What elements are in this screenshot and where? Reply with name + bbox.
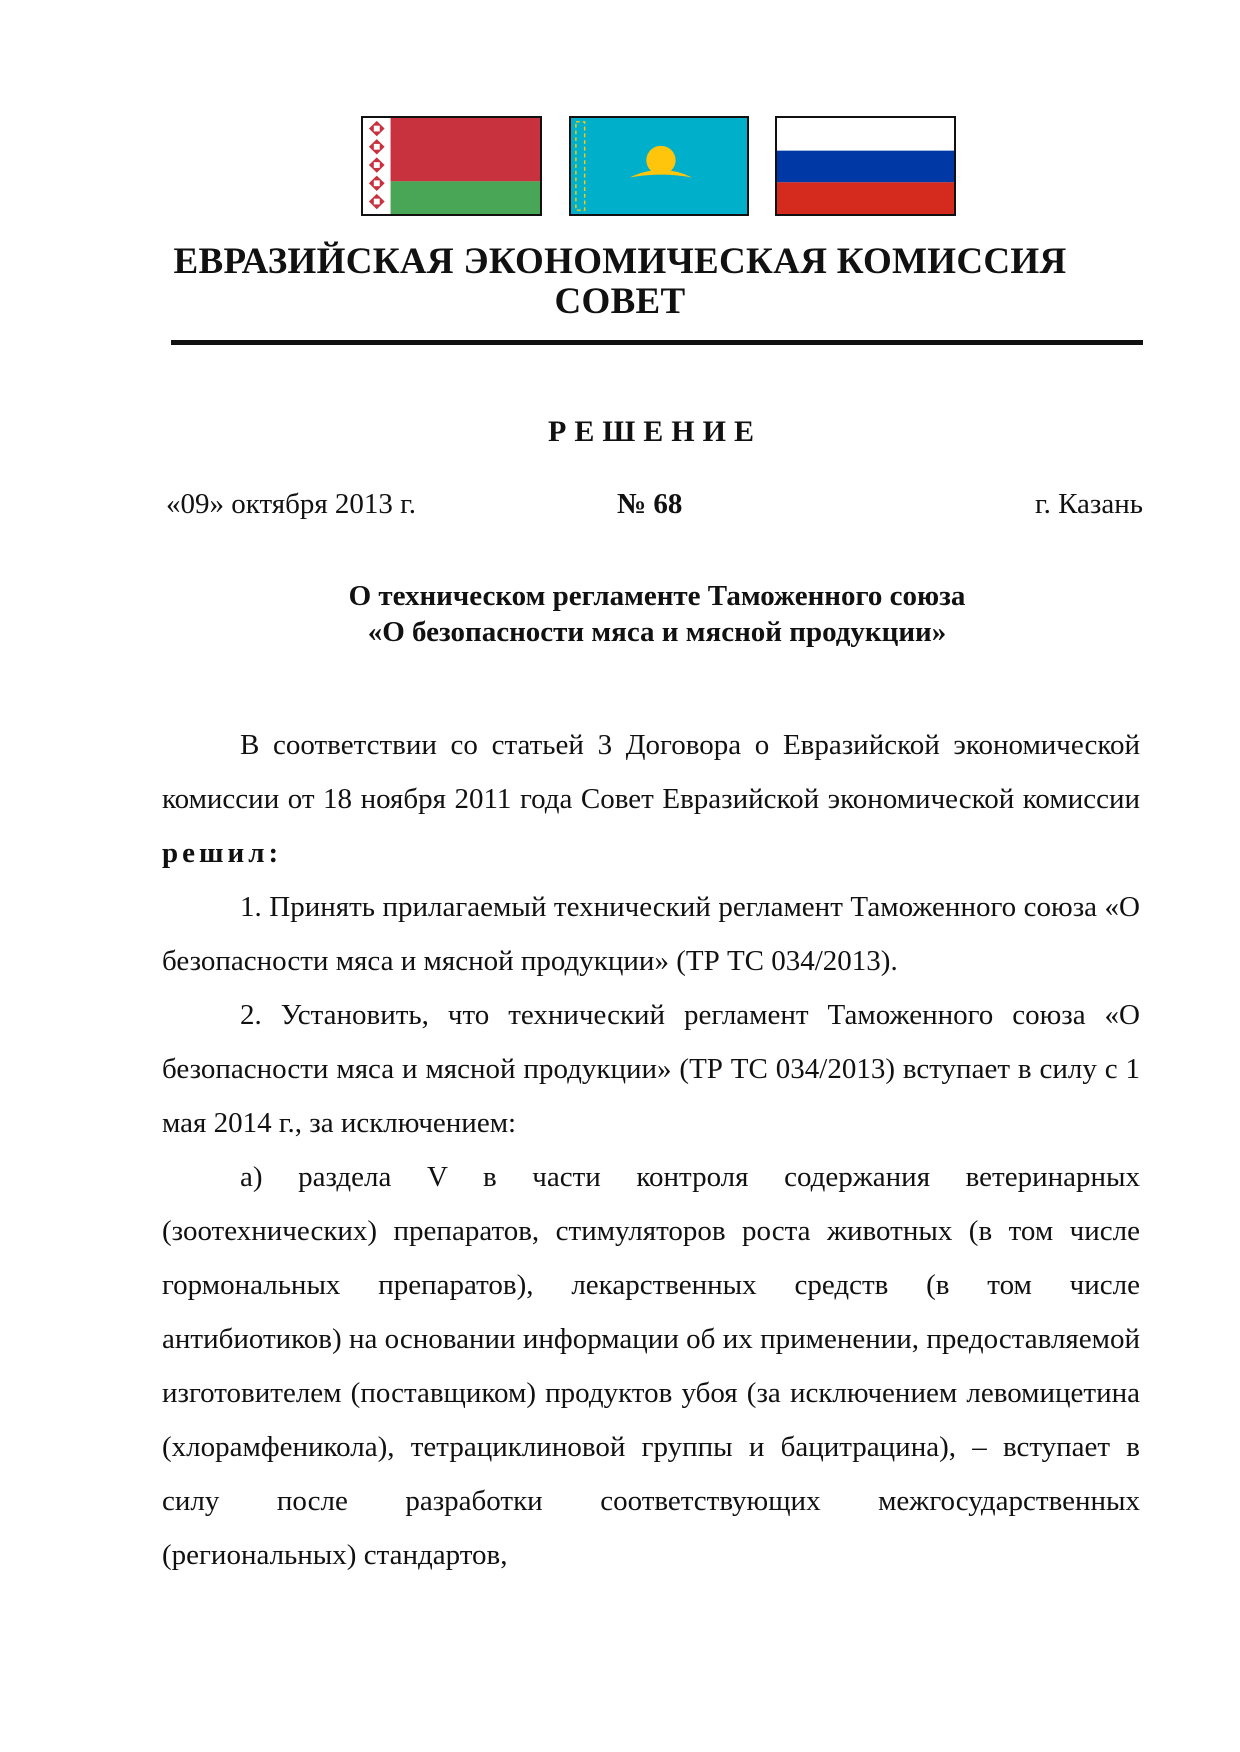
document-date: «09» октября 2013 г. (166, 488, 417, 520)
item-2-paragraph: 2. Установить, что технический регламент Таможенного союза «О безопасности мяса и мясной продукции» (ТР ТС 034/2013) вступает в силу с 1 мая 2014 г., за исключением: (162, 999, 1140, 1139)
belarus-flag (361, 116, 542, 216)
item-1-paragraph: 1. Принять прилагаемый технический регламент Таможенного союза «О безопасности мяса и мясной продукции» (ТР ТС 034/2013). (162, 891, 1140, 977)
subject-line-2: «О безопасности мяса и мясной продукции» (367, 616, 947, 648)
document-city: г. Казань (1034, 488, 1143, 520)
intro-paragraph (162, 718, 1140, 880)
subject-line-1: О техническом регламенте Таможенного союза (348, 580, 966, 612)
kazakhstan-flag (569, 116, 749, 216)
document-number: № 68 (617, 488, 683, 520)
document-type: РЕШЕНИЕ (548, 415, 762, 448)
intro-text: В соответствии со статьей 3 Договора о Евразийской экономической комиссии от 18 ноября 2011 года Совет Евразийской экономической комиссии (162, 729, 1140, 815)
russia-flag (775, 116, 956, 216)
document-body (162, 718, 1140, 1582)
header-divider (171, 340, 1143, 345)
council-name: СОВЕТ (554, 281, 686, 322)
document-subject (171, 578, 1143, 650)
decided-word: решил: (162, 837, 283, 869)
item-2a-paragraph: а) раздела V в части контроля содержания ветеринарных (зоотехнических) препаратов, стимуляторов роста животных (в том числе гормональных препаратов), лекарственных средств (в том числе антибиотиков) на основании информации об их применении, предоставляемой изготовителем (поставщиком) продуктов убоя (за исключением левомицетина (хлорамфеникола), тетрациклиновой группы и бацитрацина), – вступает в силу после разработки соответствующих межгосударственных (региональных) стандартов, (162, 1161, 1140, 1571)
organization-name: ЕВРАЗИЙСКАЯ ЭКОНОМИЧЕСКАЯ КОМИССИЯ (173, 241, 1067, 282)
